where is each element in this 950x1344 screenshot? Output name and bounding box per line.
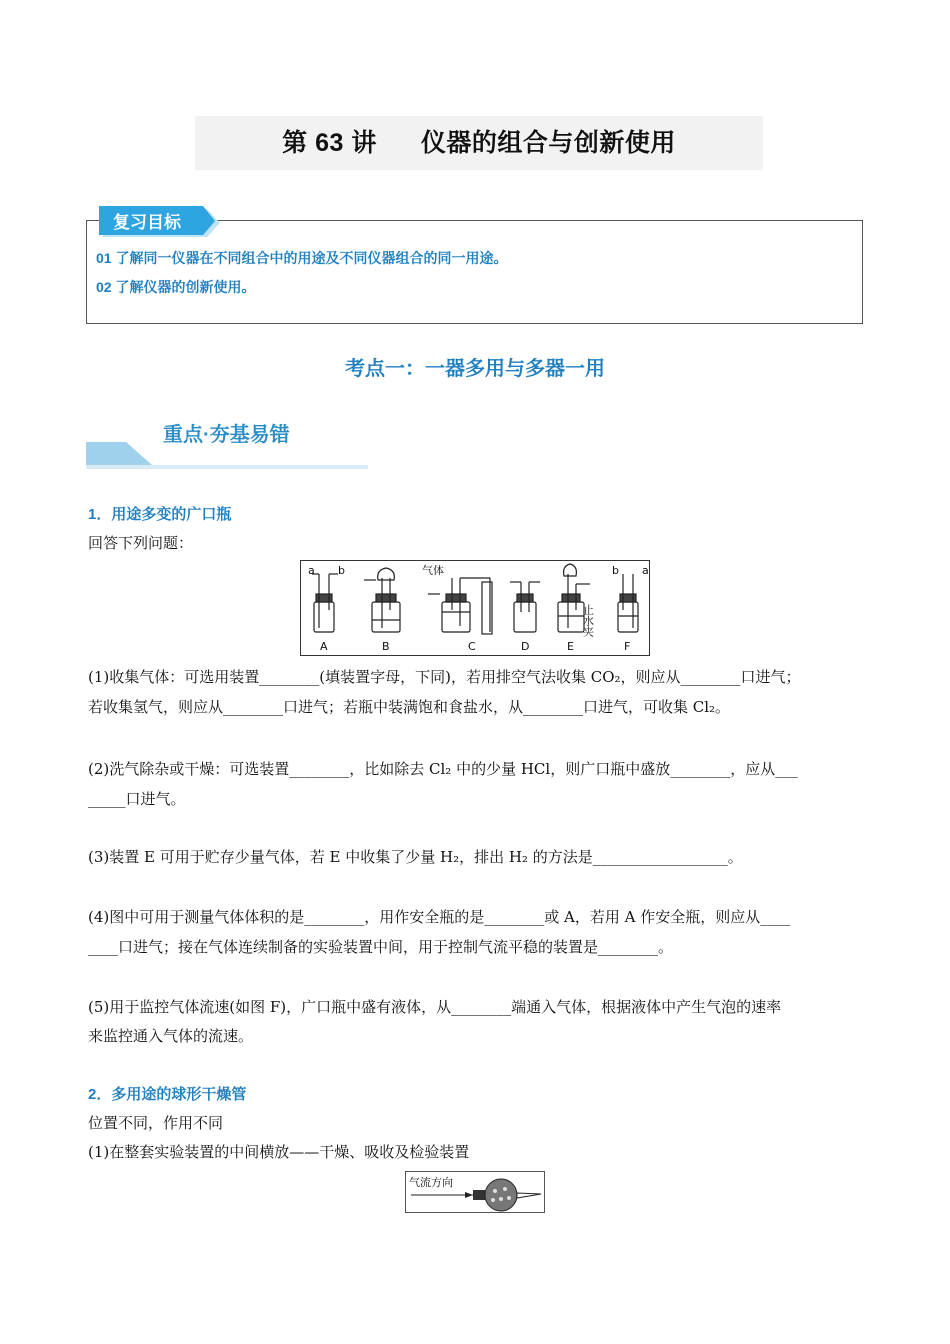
deco-wedge bbox=[86, 442, 152, 465]
question-3-line-1: (3)装置 E 可用于贮存少量气体，若 E 中收集了少量 H₂，排出 H₂ 的方法是__________________。 bbox=[88, 848, 743, 866]
port-a-label-left: a bbox=[308, 564, 315, 577]
airflow-direction-label: 气流方向 bbox=[409, 1176, 453, 1189]
review-goals-label: 复习目标 bbox=[113, 213, 181, 233]
clamp-label: 止水夹 bbox=[581, 604, 595, 637]
question-5-line-1: (5)用于监控气体流速(如图 F)，广口瓶中盛有液体，从________端通入气体，根据液体中产生气泡的速率 bbox=[88, 998, 782, 1016]
part2-line-2: (1)在整套实验装置的中间横放——干燥、吸收及检验装置 bbox=[88, 1143, 470, 1161]
title-bar bbox=[195, 116, 763, 170]
lecture-number: 第 63 讲 bbox=[282, 129, 377, 157]
subheading-key-points: 重点·夯基易错 bbox=[163, 424, 290, 446]
question-4-line-1: (4)图中可用于测量气体体积的是________，用作安全瓶的是________或 A，若用 A 作安全瓶，则应从____ bbox=[88, 908, 791, 926]
review-goals-tag bbox=[99, 206, 221, 239]
bottle-label-a: A bbox=[320, 640, 328, 653]
part1-intro: 回答下列问题： bbox=[88, 534, 194, 552]
drying-tube-figure bbox=[405, 1171, 545, 1213]
question-4-line-2: ____口进气；接在气体连续制备的实验装置中间，用于控制气流平稳的装置是________。 bbox=[88, 938, 674, 956]
wide-mouth-bottle-figure bbox=[300, 560, 650, 656]
goal-item-1: 01 了解同一仪器在不同组合中的用途及不同仪器组合的同一用途。 bbox=[96, 250, 508, 266]
port-a-label-right: a bbox=[642, 564, 649, 577]
gas-label: 气体 bbox=[422, 564, 444, 577]
section-heading: 考点一：一器多用与多器一用 bbox=[345, 358, 605, 380]
part1-heading: 1．用途多变的广口瓶 bbox=[88, 506, 232, 523]
port-b-label-left: b bbox=[338, 564, 345, 577]
lecture-topic: 仪器的组合与创新使用 bbox=[420, 129, 676, 157]
question-5-line-2: 来监控通入气体的流速。 bbox=[88, 1027, 254, 1045]
part2-heading: 2．多用途的球形干燥管 bbox=[88, 1086, 247, 1103]
question-2-line-1: (2)洗气除杂或干燥：可选装置________，比如除去 Cl₂ 中的少量 HCl，则广口瓶中盛放________，应从___ bbox=[88, 760, 798, 778]
deco-underline bbox=[86, 465, 368, 469]
bottle-label-d: D bbox=[521, 640, 530, 653]
question-1-line-2: 若收集氢气，则应从________口进气；若瓶中装满饱和食盐水，从________口进气，可收集 Cl₂。 bbox=[88, 698, 731, 716]
bottle-label-f: F bbox=[624, 640, 631, 653]
question-2-line-2: _____口进气。 bbox=[88, 790, 186, 808]
question-1-line-1: (1)收集气体：可选用装置________(填装置字母，下同)，若用排空气法收集 CO₂，则应从________口进气； bbox=[88, 668, 801, 686]
bottle-label-b: B bbox=[382, 640, 390, 653]
part2-line-1: 位置不同，作用不同 bbox=[88, 1114, 224, 1132]
goal-item-2: 02 了解仪器的创新使用。 bbox=[96, 279, 256, 295]
bottle-label-c: C bbox=[468, 640, 476, 653]
bottle-label-e: E bbox=[567, 640, 574, 653]
port-b-label-right: b bbox=[612, 564, 619, 577]
